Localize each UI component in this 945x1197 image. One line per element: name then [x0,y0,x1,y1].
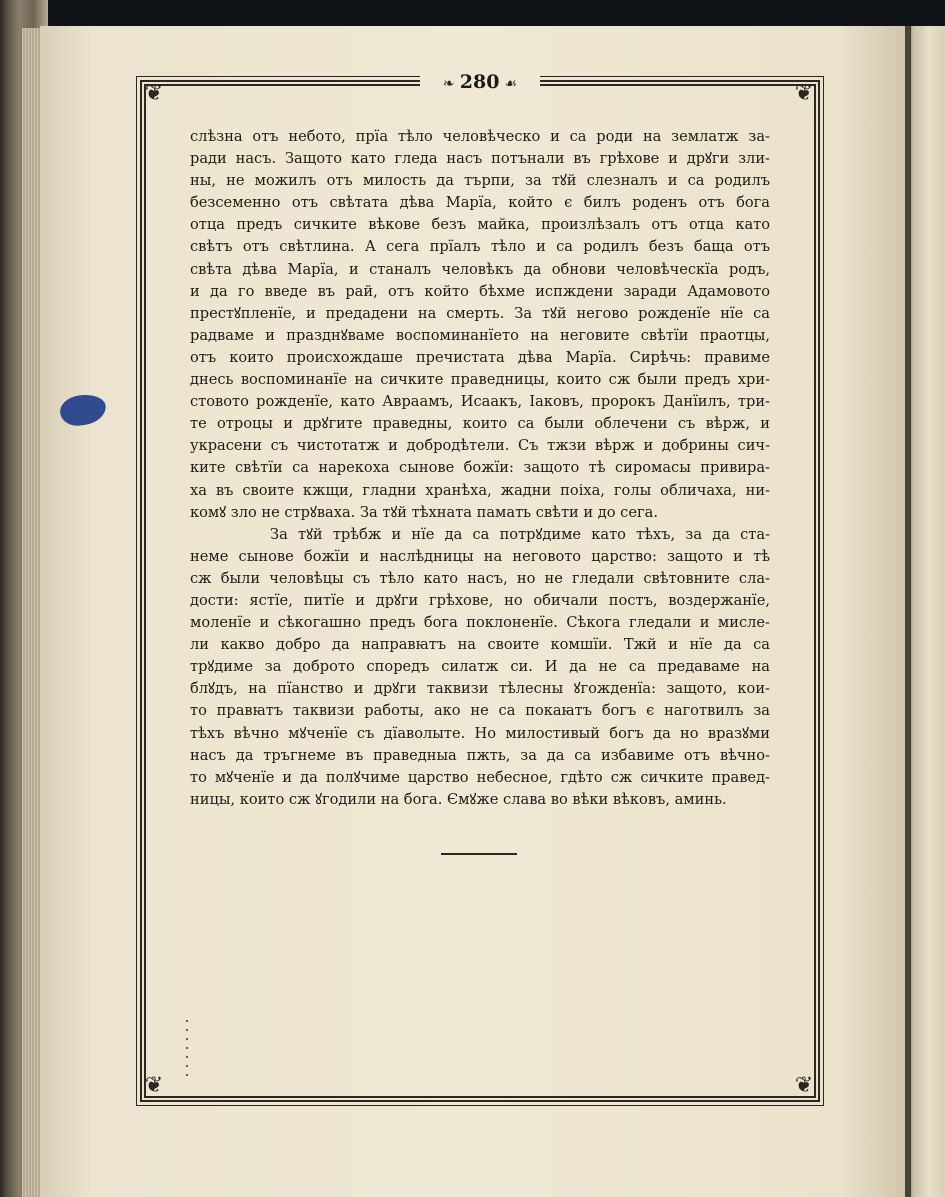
text-line: ны, не можилъ отъ милость да търпи, за тꙋй слезналъ и са родилъ [190,172,770,190]
text-line: свѣта дѣва Марїа, и станалъ человѣкъ да обнови человѣческїа родъ, [190,260,770,278]
corner-ornament-top-left: ❦ [144,81,164,106]
page-number-header [420,70,540,94]
page-stack-edges [22,28,42,1197]
text-line: ха въ своите кжщи, гладни хранѣха, жадни поіха, голы обличаха, ни- [190,481,770,499]
corner-ornament-top-right: ❦ [794,81,814,106]
text-line: престꙋпленїе, и предадени на смерть. За тꙋй негово рожденїе нїе са [190,304,770,322]
text-line: моленїе и сѣкогашно предъ бога поклоненїе. Сѣкога гледали и мисле- [190,614,770,632]
text-line: то правꙗтъ таквизи работы, ако не са покаꙗтъ богъ є наготвилъ за [190,702,770,720]
ornament-left: ❧ [442,76,455,92]
body-text [190,126,770,811]
text-line: радвамe и празднꙋваме воспоминанїето на неговите свѣтїи праотцы, [190,326,770,344]
text-line: то мꙋченїе и да полꙋчиме царство небесное, гдѣто сж сичките правед- [190,768,770,786]
text-line: блꙋдъ, на пїанство и дрꙋги таквизи тѣлесны ꙋгожденїа: защото, кои- [190,680,770,698]
text-line: дости: ястїе, питїе и дрꙋги грѣхове, но обичали постъ, воздержанїе, [190,591,770,609]
closing-rule [441,853,517,855]
text-line: украсени съ чистотатж и добродѣтели. Съ тжзи вѣрж и добрины сич- [190,437,770,455]
book-gutter [905,26,911,1197]
page-number: 280 [459,71,500,93]
text-line: те отроцы и дрꙋгите праведны, които са были облечени съ вѣрж, и [190,415,770,433]
text-line: слѣзна отъ небото, прїа тѣло человѣческо и са роди на землатж за- [190,128,770,145]
text-line: и да го введе въ рай, отъ който бѣхме испждени заради Адамовото [190,282,770,300]
text-line: днесь воспоминанїе на сичките праведницы, които сж были предъ хри- [190,371,770,389]
text-line: безсеменно отъ свѣтата дѣва Марїа, който є билъ роденъ отъ бога [190,194,770,212]
text-line: ницы, които сж ꙋгодили на бога. Ємꙋже слава во вѣки вѣковъ, аминь. [190,790,727,808]
text-line: ките свѣтїи са нарекоха сынове божїи: защото тѣ сиромасы привира- [190,459,770,477]
ornament-right: ☙ [504,76,518,92]
facing-page-edge [905,26,945,1197]
text-line: комꙋ зло не стрꙋваха. За тꙋй тѣхната памать свѣти и до сега. [190,503,658,521]
text-line: отца предъ сичките вѣкове безъ майка, произлѣзалъ отъ отца като [190,216,770,234]
text-line: стовото рожденїе, като Авраамъ, Исаакъ, Іаковъ, пророкъ Данїилъ, три- [190,393,770,411]
text-line: тѣхъ вѣчно мꙋченїе съ дїаволыте. Но милостивый богъ да но вразꙋми [190,724,770,742]
text-line: За тꙋй трѣбж и нїе да са потрꙋдиме като тѣхъ, за да ста- [270,525,770,543]
text-line: ради насъ. Защото като гледа насъ потънали въ грѣхове и дрꙋги зли- [190,150,770,168]
text-line: ли какво добро да направꙗтъ на своите комшїи. Тжй и нїе да са [190,636,770,654]
corner-ornament-bottom-right: ❦ [794,1073,814,1098]
text-line: свѣтъ отъ свѣтлина. А сега прїалъ тѣло и са родилъ безъ баща отъ [190,238,770,256]
text-line: трꙋдиме за доброто споредъ силатж си. И да не са предаваме на [190,658,770,676]
text-line: отъ които происхождаше пречистата дѣва Марїа. Сирѣчь: правиме [190,348,770,366]
text-line: неме сынове божїи и наслѣдницы на неговото царство: защото и тѣ [190,547,770,565]
text-line: насъ да тръгнеме въ праведныа пжть, за да са избавиме отъ вѣчно- [190,746,770,764]
text-line: сж были человѣцы съ тѣло като насъ, но не гледали свѣтовните сла- [190,569,770,587]
margin-dots [186,1020,188,1080]
corner-ornament-bottom-left: ❦ [144,1073,164,1098]
